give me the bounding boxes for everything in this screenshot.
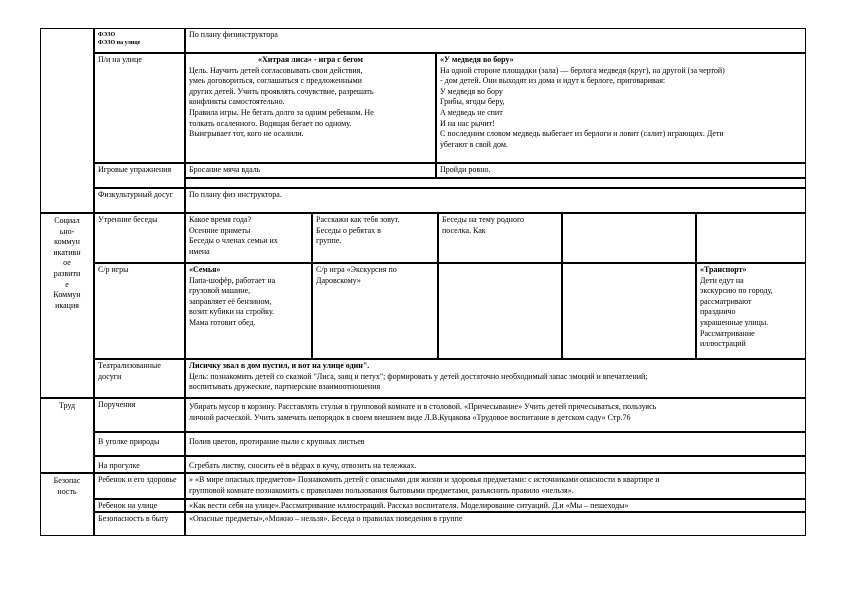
fezo-plan-text: По плану физинструктора bbox=[189, 30, 278, 39]
role-game-3-line: рассматривают bbox=[700, 296, 752, 306]
role-game-3-cell bbox=[696, 263, 806, 359]
social-section-line: Социал bbox=[54, 216, 80, 225]
role-label-cell bbox=[94, 263, 185, 359]
game1-title: «Хитрая лиса» - игра с бегом bbox=[257, 55, 364, 64]
safety-section-line: ность bbox=[57, 486, 77, 496]
labor-walk-text: Сгребать листву, сносить её в вёдрах в кучу, отвозить на тележках. bbox=[189, 461, 417, 470]
theatre-label: Театрализованные досуги bbox=[98, 361, 161, 381]
role-game-3-line: «Транспорт» bbox=[700, 265, 747, 274]
game1-line: умеь договориться, соглашаться с предложенными bbox=[189, 76, 362, 86]
role-empty-cell-3 bbox=[438, 263, 562, 359]
street-text-cell bbox=[185, 499, 806, 512]
physical-text: По плану физ инструктора. bbox=[189, 190, 282, 199]
morning-talk-2-cell bbox=[312, 213, 438, 263]
empty-section-cell-top bbox=[40, 28, 94, 213]
morning-talk-3-line: поселка. Как bbox=[442, 225, 486, 235]
role-game-3-line: экскурсию по городу, bbox=[700, 286, 773, 296]
role-game-2-line: Даровскому» bbox=[316, 275, 361, 285]
morning-talk-1-line: Беседы о членах семьи их bbox=[189, 236, 278, 246]
morning-talk-2-line: Расскажи как тебя зовут. bbox=[316, 215, 400, 224]
labor-walk-text-cell bbox=[185, 456, 806, 473]
role-game-2-cell bbox=[312, 263, 438, 359]
social-section-line: икация bbox=[55, 300, 79, 310]
morning-talk-3-line: Беседы на тему родного bbox=[442, 215, 525, 224]
morning-talk-1-line: Осенние приметы bbox=[189, 225, 251, 235]
role-game-2-line: С/р игра «Экскурсия по bbox=[316, 265, 397, 274]
game2-line: А медведь не спит bbox=[440, 107, 503, 117]
game1-line: Выигрывает тот, кого не осалили. bbox=[189, 129, 304, 139]
morning-talk-1-cell bbox=[185, 213, 312, 263]
morning-empty-cell-5 bbox=[696, 213, 806, 263]
morning-talk-1-line: имена bbox=[189, 246, 210, 256]
role-game-3-line: украшенные улицы. bbox=[700, 317, 769, 327]
role-empty-cell-4 bbox=[562, 263, 696, 359]
role-game-1-line: грузовой машине, bbox=[189, 286, 251, 296]
role-game-3-line: иллюстраций bbox=[700, 339, 746, 349]
social-section-line: ьно- bbox=[59, 226, 75, 236]
role-game-3-line: Рассматривание bbox=[700, 328, 755, 338]
fezo-plan-cell bbox=[185, 28, 806, 53]
health-label: Ребенок и его здоровье bbox=[98, 475, 177, 484]
social-section-line: икативн bbox=[53, 247, 81, 257]
exercise-a-text: Бросание мяча вдаль bbox=[189, 165, 261, 174]
exercises-label-cell bbox=[94, 163, 185, 188]
game1-line: Правила игры. Не бегать долго за одним ребенком. Не bbox=[189, 107, 374, 117]
orders-label-cell bbox=[94, 398, 185, 432]
exercise-a-cell bbox=[185, 163, 436, 178]
game2-line: убегают в свой дом. bbox=[440, 139, 508, 149]
health-line: групповой комнате познакомить с правилами пользования бытовыми предметами, разъяснить правило «нельзя». bbox=[189, 485, 574, 495]
home-label-cell bbox=[94, 512, 185, 536]
morning-label-cell bbox=[94, 213, 185, 263]
safety-section-cell bbox=[40, 473, 94, 536]
morning-empty-cell-4 bbox=[562, 213, 696, 263]
labor-section-cell bbox=[40, 398, 94, 473]
game1-line: конфликты самостоятельно. bbox=[189, 97, 285, 107]
exercise-b-cell bbox=[436, 163, 806, 178]
morning-talk-3-cell bbox=[438, 213, 562, 263]
morning-label: Утренние беседы bbox=[98, 215, 158, 224]
health-text-cell bbox=[185, 473, 806, 499]
safety-section-line: Безопас bbox=[53, 476, 81, 485]
role-game-1-line: возит кубики на стройку. bbox=[189, 307, 275, 317]
role-game-1-line: «Семья» bbox=[189, 265, 221, 274]
street-label-cell bbox=[94, 499, 185, 512]
theatre-text-cell bbox=[185, 359, 806, 398]
theatre-line: Цель: познакомить детей со сказкой "Лиса, заяц и петух"; формировать у детей достаточно необходимый запас эмоций и впечатлений; bbox=[189, 371, 648, 381]
labor-section-title: Труд bbox=[58, 401, 76, 410]
labor-walk-label: На прогулке bbox=[98, 461, 140, 470]
exercises-label: Игровые упражнения bbox=[98, 165, 172, 174]
health-line: » «В мире опасных предметов» Познакомить детей с опасными для жизни и здоровья предметами: с источниками опасности в квартире и bbox=[189, 475, 660, 484]
game1-line: других детей. Учить проявлять сочувствие, разрешать bbox=[189, 86, 374, 96]
morning-talk-2-line: группе. bbox=[316, 236, 342, 246]
nature-text: Полив цветов, протирание пыли с крупных листьев bbox=[189, 437, 365, 446]
street-label: Ребенок на улице bbox=[98, 501, 158, 510]
exercise-empty-cell bbox=[185, 178, 806, 188]
game2-line: С последним словом медведь выбегает из берлоги и ловит (салит) играющих. Дети bbox=[440, 129, 724, 139]
home-text: «Опасные предметы»,«Можно – нельзя». Беседа о правилах поведения в группе bbox=[189, 514, 463, 523]
nature-label-cell bbox=[94, 432, 185, 456]
walk-label: П/и на улице bbox=[98, 55, 142, 64]
game2-line: И на нас рычит! bbox=[440, 118, 495, 128]
orders-line: Убирать мусор в корзину. Расставлять стулья в групповой комнате и в столовой. «Причесывание» Учить детей причесываться, пользуясь bbox=[189, 402, 657, 411]
physical-label: Физкультурный досуг bbox=[98, 190, 173, 199]
nature-text-cell bbox=[185, 432, 806, 456]
morning-talk-2-line: Беседы о ребятах в bbox=[316, 225, 381, 235]
orders-line: личной расческой. Учить замечать непорядок в своем внешнем виде Л.В.Куцакова «Трудовое воспитание в детском саду» Стр.76 bbox=[189, 412, 631, 422]
social-section-line: ое bbox=[63, 258, 71, 268]
morning-talk-1-line: Какое время года? bbox=[189, 215, 252, 224]
home-label: Безопасность в быту bbox=[98, 514, 169, 523]
walk-label-cell bbox=[94, 53, 185, 163]
health-label-cell bbox=[94, 473, 185, 499]
game2-line: На одной стороне площадки (зала) — берлога медведя (круг), на другой (за чертой) bbox=[440, 65, 725, 75]
game1-line: толкать осаленного. Водящая бегает по одному. bbox=[189, 118, 352, 128]
theatre-line: Лисичку звал в дом пустил, и вот на улице один". bbox=[189, 361, 370, 370]
social-section-line: развити bbox=[53, 268, 81, 278]
game2-title: «У медведя во бору» bbox=[440, 55, 514, 64]
street-text: «Как вести себя на улице».Рассматривание иллюстраций. Рассказ воспитателя. Моделирование ситуаций. Д.и «Мы – пешеходы» bbox=[189, 501, 629, 510]
game1-line: Цель. Научить детей согласовывать свои действия, bbox=[189, 65, 363, 75]
role-game-3-line: праздничо bbox=[700, 307, 736, 317]
physical-label-cell bbox=[94, 188, 185, 213]
theatre-line: воспитывать дружеские, партнерские взаимоотношения bbox=[189, 382, 381, 392]
role-game-1-cell bbox=[185, 263, 312, 359]
theatre-label-cell bbox=[94, 359, 185, 398]
social-section-line: Коммун bbox=[53, 290, 81, 300]
home-text-cell bbox=[185, 512, 806, 536]
social-section-line: коммун bbox=[54, 237, 80, 247]
exercise-b-text: Пройди ровно. bbox=[440, 165, 491, 174]
game2-line: - дом детей. Они выходят из дома и идут к берлоге, приговаривая: bbox=[440, 76, 666, 86]
social-section-line: е bbox=[65, 279, 69, 289]
fezo-label-cell bbox=[94, 28, 185, 53]
labor-walk-label-cell bbox=[94, 456, 185, 473]
role-game-3-line: Дети едут на bbox=[700, 275, 744, 285]
role-label: С/р игры bbox=[98, 265, 129, 274]
game2-cell bbox=[436, 53, 806, 163]
social-section-cell bbox=[40, 213, 94, 398]
fezo-street-code: ФЭЗО на улице bbox=[98, 40, 141, 46]
game2-line: Грибы, ягоды беру, bbox=[440, 97, 505, 107]
nature-label: В уголке природы bbox=[98, 437, 160, 446]
orders-text-cell bbox=[185, 398, 806, 432]
fezo-code: ФЭЗО bbox=[98, 32, 116, 38]
role-game-1-line: заправляет её бензином, bbox=[189, 296, 272, 306]
role-game-1-line: Папа-шофёр, работает на bbox=[189, 275, 276, 285]
orders-label: Поручения bbox=[98, 400, 136, 409]
game2-line: У медведя во бору bbox=[440, 86, 503, 96]
game1-cell bbox=[185, 53, 436, 163]
role-game-1-line: Мама готовит обед. bbox=[189, 317, 256, 327]
physical-text-cell bbox=[185, 188, 806, 213]
